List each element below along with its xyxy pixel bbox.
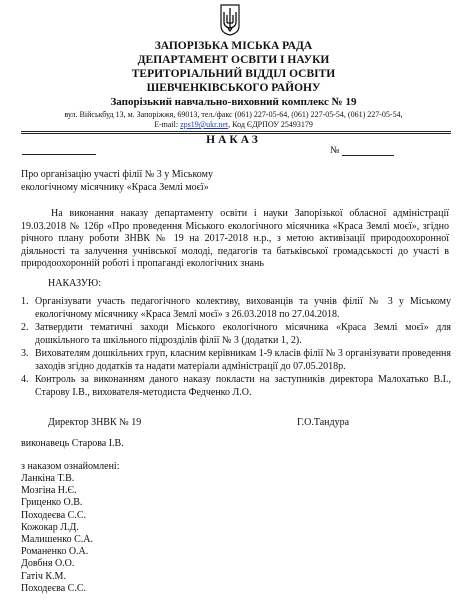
district-heading: ШЕВЧЕНКІВСЬКОГО РАЙОНУ [146,82,321,94]
contacts-line [0,120,467,129]
list-item: Романенко О.А. [21,546,89,558]
list-item: Гатіч К.М. [21,570,66,582]
address-line: вул. Військбуд 13, м. Запоріжжя, 69013, тел./факс (061) 227-05-64, (061) 227-05-54, (061) 227-05-54, [64,110,403,119]
item-number: 4. [21,374,29,385]
school-name-heading: Запорізький навчально-виховний комплекс № 19 [110,96,357,108]
list-item [21,322,451,347]
department-heading: ДЕПАРТАМЕНТ ОСВІТИ І НАУКИ [137,54,330,66]
email-link[interactable]: zps19@ukr.net [180,120,229,129]
list-item: Походеєва С.С. [21,582,86,594]
preamble-text: На виконання наказу департаменту освіти і науки Запорізької обласної адміністрації 19.03.2018 № 126р «Про проведення Міського екологічного місячника «Краса Землі моєї», згідно річного плану роботи ЗНВК № 19 на 2017-2018 н.р., з метою активізації природоохоронної діяльності та залучення учнівської молоді, педагогів та батьківської громадськості до участі в природоохоронній роботі і пропаганді екологічних знань [21,208,449,269]
territorial-division-heading: ТЕРИТОРІАЛЬНИЙ ВІДДІЛ ОСВІТИ [131,68,336,80]
signatory-name: Г.О.Тандура [297,417,350,428]
date-blank-field [22,153,96,155]
preamble-paragraph [21,208,449,271]
item-number: 2. [21,322,29,333]
list-item: Походеєва С.С. [21,509,86,521]
acknowledgement-list [21,473,93,595]
trident-emblem-icon [219,4,241,36]
email-label: E-mail: [154,120,181,129]
list-item: Гриценко О.В. [21,497,83,509]
order-number [330,145,394,156]
acknowledgement-heading: з наказом ознайомлені: [21,461,120,472]
order-items-list [21,296,451,400]
subject-line-1: Про організацію участі філії № 3 у Міському [21,169,213,180]
order-subject [21,168,213,194]
list-item: Довбня О.О. [21,558,75,570]
list-item [21,296,451,321]
list-item [21,348,451,373]
item-text: Затвердити тематичні заходи Міського екологічного місячника «Краса Землі моєї» для дошкільного та шкільного підрозділів філії № 3 (додатки 1, 2). [35,322,451,346]
number-label: № [330,145,340,156]
number-blank-field [342,145,394,156]
subject-line-2: екологічному місячнику «Краса Землі моєї» [21,182,209,193]
item-text: Контроль за виконанням даного наказу покласти на заступників директора Малохатько В.І., Старову І.В., вихователя-методиста Федченко Л.О. [35,374,451,398]
list-item: Кожокар Л.Д. [21,521,79,533]
signatory-position: Директор ЗНВК № 19 [48,417,142,428]
list-item [21,374,451,399]
item-text: Вихователям дошкільних груп, класним керівникам 1-9 класів філії № 3 організувати проведення заходів згідно додатків та надати матеріали адміністрації до 07.05.2018р. [35,348,451,372]
order-word: НАКАЗУЮ: [48,278,101,289]
list-item: Малишенко С.А. [21,534,93,546]
document-title: НАКАЗ [206,134,261,146]
item-number: 1. [21,296,29,307]
item-text: Організувати участь педагогічного колективу, вихованців та учнів філії № 3 у Міському екологічному місячнику «Краса Землі моєї» з 26.03.2018 по 27.04.2018. [35,296,451,320]
executor-line: виконавець Старова І.В. [21,438,124,449]
header-divider-top [21,131,451,132]
edrpou-code: , Код ЄДРПОУ 25493179 [228,120,313,129]
list-item: Мозгіна Н.Є. [21,485,77,497]
list-item: Ланкіна Т.В. [21,473,75,484]
item-number: 3. [21,348,29,359]
city-council-heading: ЗАПОРІЗЬКА МІСЬКА РАДА [154,40,313,52]
